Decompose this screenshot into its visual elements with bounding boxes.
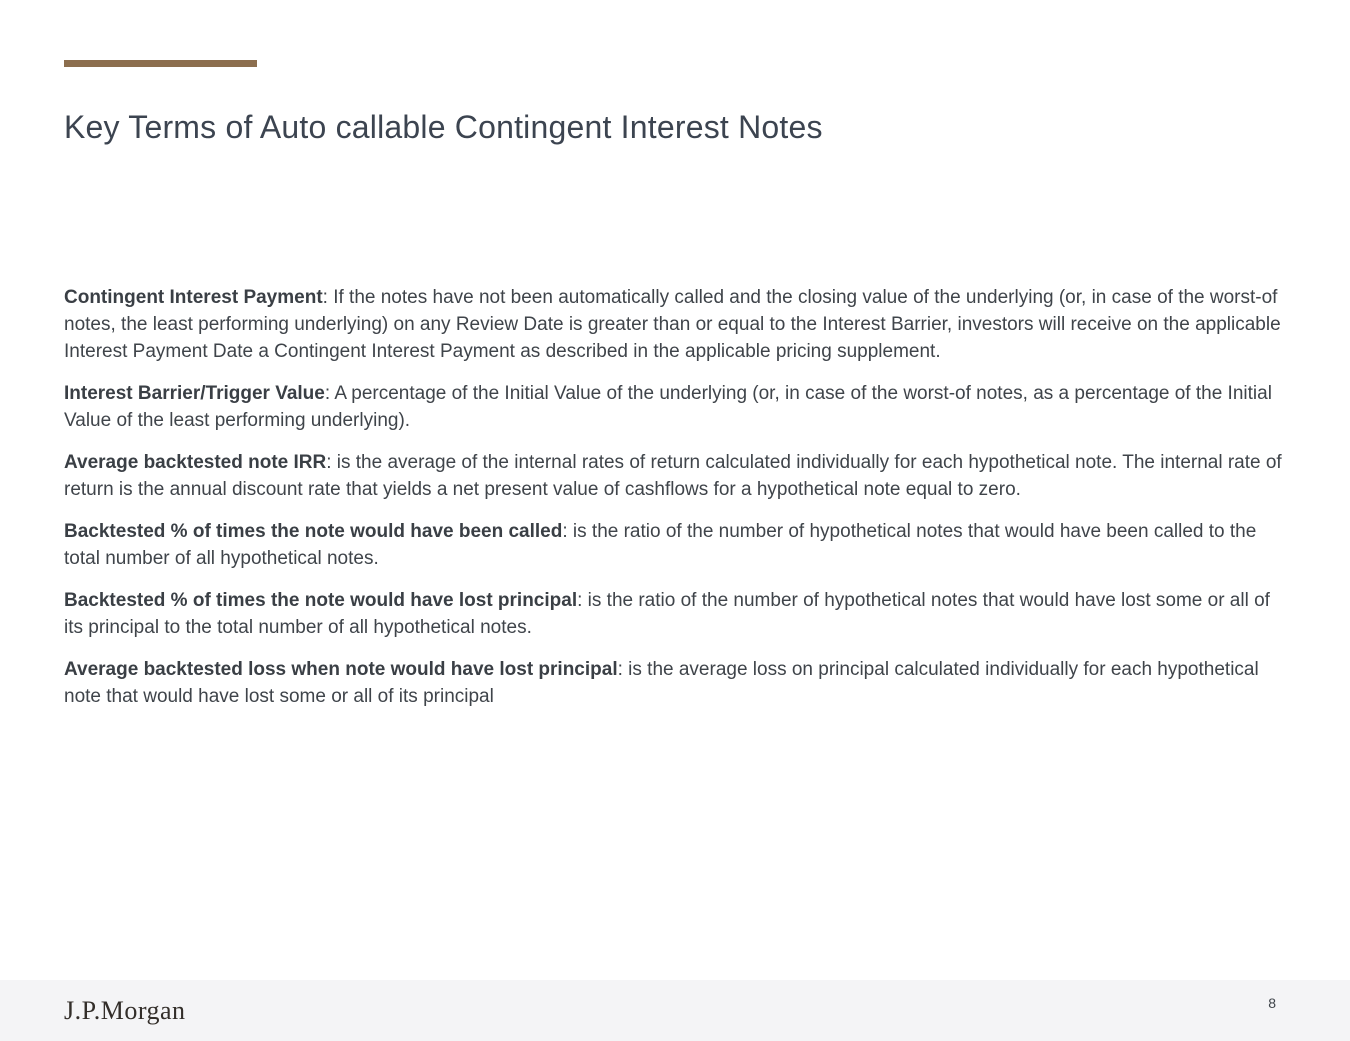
term-definition-paragraph <box>64 587 1288 641</box>
term-definition: : is the average loss on principal calculated individually for each hypothetical note that would have lost some or all of its principal <box>64 659 1259 707</box>
term-definition-paragraph <box>64 380 1288 434</box>
term-definition: : is the average of the internal rates of return calculated individually for each hypothetical note. The internal rate of return is the annual discount rate that yields a net present value of cashflows for a hypothetical note equal to zero. <box>64 452 1282 500</box>
term-definition: : is the ratio of the number of hypothetical notes that would have lost some or all of its principal to the total number of all hypothetical notes. <box>64 590 1270 638</box>
accent-bar <box>64 60 257 67</box>
page-title: Key Terms of Auto callable Contingent Interest Notes <box>64 109 823 146</box>
term-definition-paragraph <box>64 518 1288 572</box>
jpmorgan-logo: J.P.Morgan <box>64 996 186 1025</box>
term-label: Backtested % of times the note would have been called <box>64 521 563 542</box>
term-definition-paragraph <box>64 449 1288 503</box>
term-label: Average backtested note IRR <box>64 452 327 473</box>
term-definition: : If the notes have not been automatically called and the closing value of the underlying (or, in case of the worst-of notes, the least performing underlying) on any Review Date is greater than or equal to the Interest Barrier, investors will receive on the applicable Interest Payment Date a Contingent Interest Payment as described in the applicable pricing supplement. <box>64 287 1281 362</box>
term-definition: : A percentage of the Initial Value of the underlying (or, in case of the worst-of notes, as a percentage of the Initial Value of the least performing underlying). <box>64 383 1272 431</box>
term-label: Average backtested loss when note would have lost principal <box>64 659 618 680</box>
term-label: Interest Barrier/Trigger Value <box>64 383 325 404</box>
definitions-list <box>64 284 1288 710</box>
term-definition: : is the ratio of the number of hypothetical notes that would have been called to the total number of all hypothetical notes. <box>64 521 1257 569</box>
footer <box>0 980 1350 1041</box>
term-label: Contingent Interest Payment <box>64 287 323 308</box>
term-definition-paragraph <box>64 656 1288 710</box>
term-definition-paragraph <box>64 284 1288 365</box>
term-label: Backtested % of times the note would have lost principal <box>64 590 578 611</box>
page-number: 8 <box>1268 995 1276 1011</box>
